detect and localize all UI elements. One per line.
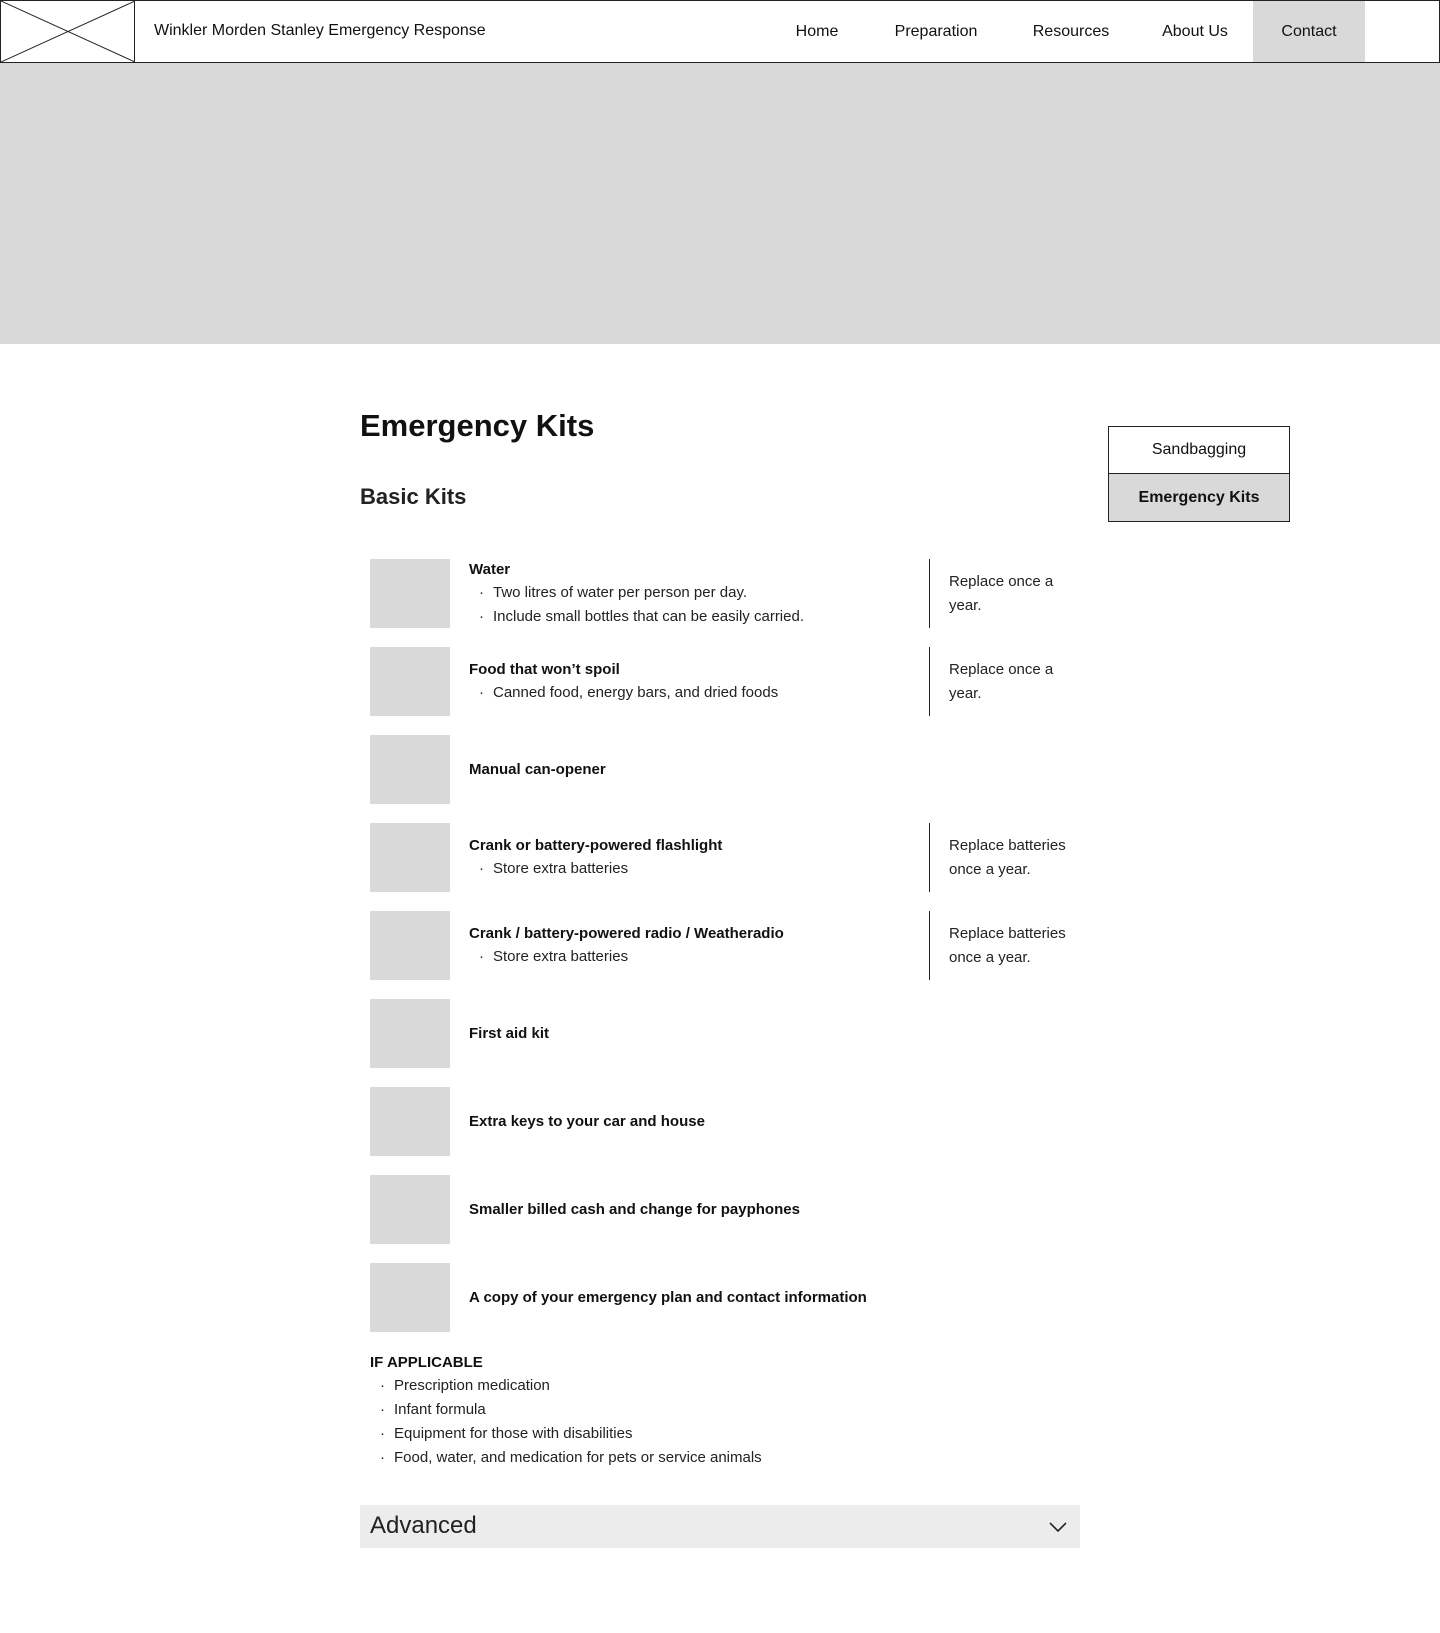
kit-item [370,1263,1090,1332]
kit-body [469,1175,909,1244]
kit-name: Crank or battery-powered flashlight [469,836,723,854]
site-header [0,0,1440,63]
list-item: · Infant formula [370,1398,1070,1422]
list-item: · Equipment for those with disabilities [370,1422,1070,1446]
kit-image-placeholder [370,735,450,804]
kit-body [469,735,909,804]
kit-point: · Store extra batteries [469,945,909,969]
kit-item [370,1087,1090,1156]
kit-image-placeholder [370,647,450,716]
kit-body [469,647,909,716]
kit-image-placeholder [370,559,450,628]
kit-points [469,581,909,629]
kit-replace-note: Replace batteries once a year. [929,823,1079,892]
logo-placeholder[interactable] [1,1,135,62]
kit-name: Manual can-opener [469,760,606,778]
kit-list [370,559,1090,1351]
kit-image-placeholder [370,911,450,980]
kit-points [469,945,909,969]
accordion-label: Advanced [370,1512,477,1539]
main-nav [767,1,1365,62]
kit-body [469,823,909,892]
kit-name: First aid kit [469,1024,550,1042]
side-nav-sandbagging[interactable]: Sandbagging [1108,426,1290,474]
kit-image-placeholder [370,999,450,1068]
kit-body [469,999,909,1068]
kit-point: · Two litres of water per person per day. [469,581,909,605]
kit-name: Crank / battery-powered radio / Weatheradio [469,924,784,942]
kit-item [370,735,1090,804]
if-applicable-list [370,1374,1070,1470]
kit-replace-note: Replace once a year. [929,647,1079,716]
kit-image-placeholder [370,1175,450,1244]
kit-item [370,823,1090,892]
list-item: · Prescription medication [370,1374,1070,1398]
nav-preparation[interactable]: Preparation [894,22,978,40]
kit-body [469,559,909,628]
nav-home[interactable]: Home [795,22,839,40]
nav-contact[interactable]: Contact [1253,1,1365,62]
side-nav-emergency-kits[interactable]: Emergency Kits [1108,474,1290,522]
kit-replace-note: Replace once a year. [929,559,1079,628]
kit-image-placeholder [370,1087,450,1156]
advanced-accordion[interactable] [360,1505,1080,1548]
kit-item [370,559,1090,628]
side-nav [1108,426,1290,522]
kit-body [469,911,909,980]
page-title: Emergency Kits [360,408,595,443]
kit-name: Water [469,560,511,578]
kit-point: · Store extra batteries [469,857,909,881]
section-title: Basic Kits [360,484,467,509]
kit-name: A copy of your emergency plan and contact information [469,1288,867,1306]
site-title[interactable]: Winkler Morden Stanley Emergency Response [154,22,486,39]
if-applicable-section [370,1352,1070,1470]
kit-name: Smaller billed cash and change for payphones [469,1200,800,1218]
kit-item [370,911,1090,980]
kit-body [469,1087,909,1156]
nav-about-us[interactable]: About Us [1162,22,1228,40]
kit-item [370,647,1090,716]
kit-item [370,999,1090,1068]
kit-point: · Canned food, energy bars, and dried foods [469,681,909,705]
kit-name: Food that won’t spoil [469,660,620,678]
kit-body [469,1263,909,1332]
kit-point: · Include small bottles that can be easily carried. [469,605,909,629]
kit-image-placeholder [370,823,450,892]
hero-banner [0,63,1440,344]
list-item: · Food, water, and medication for pets or service animals [370,1446,1070,1470]
nav-resources[interactable]: Resources [1032,22,1110,40]
kit-item [370,1175,1090,1244]
kit-name: Extra keys to your car and house [469,1112,705,1130]
kit-points [469,857,909,881]
chevron-down-icon [1048,1517,1068,1537]
kit-replace-note: Replace batteries once a year. [929,911,1079,980]
image-placeholder-icon [1,1,135,62]
kit-image-placeholder [370,1263,450,1332]
kit-points [469,681,909,705]
if-applicable-title: IF APPLICABLE [370,1354,483,1371]
